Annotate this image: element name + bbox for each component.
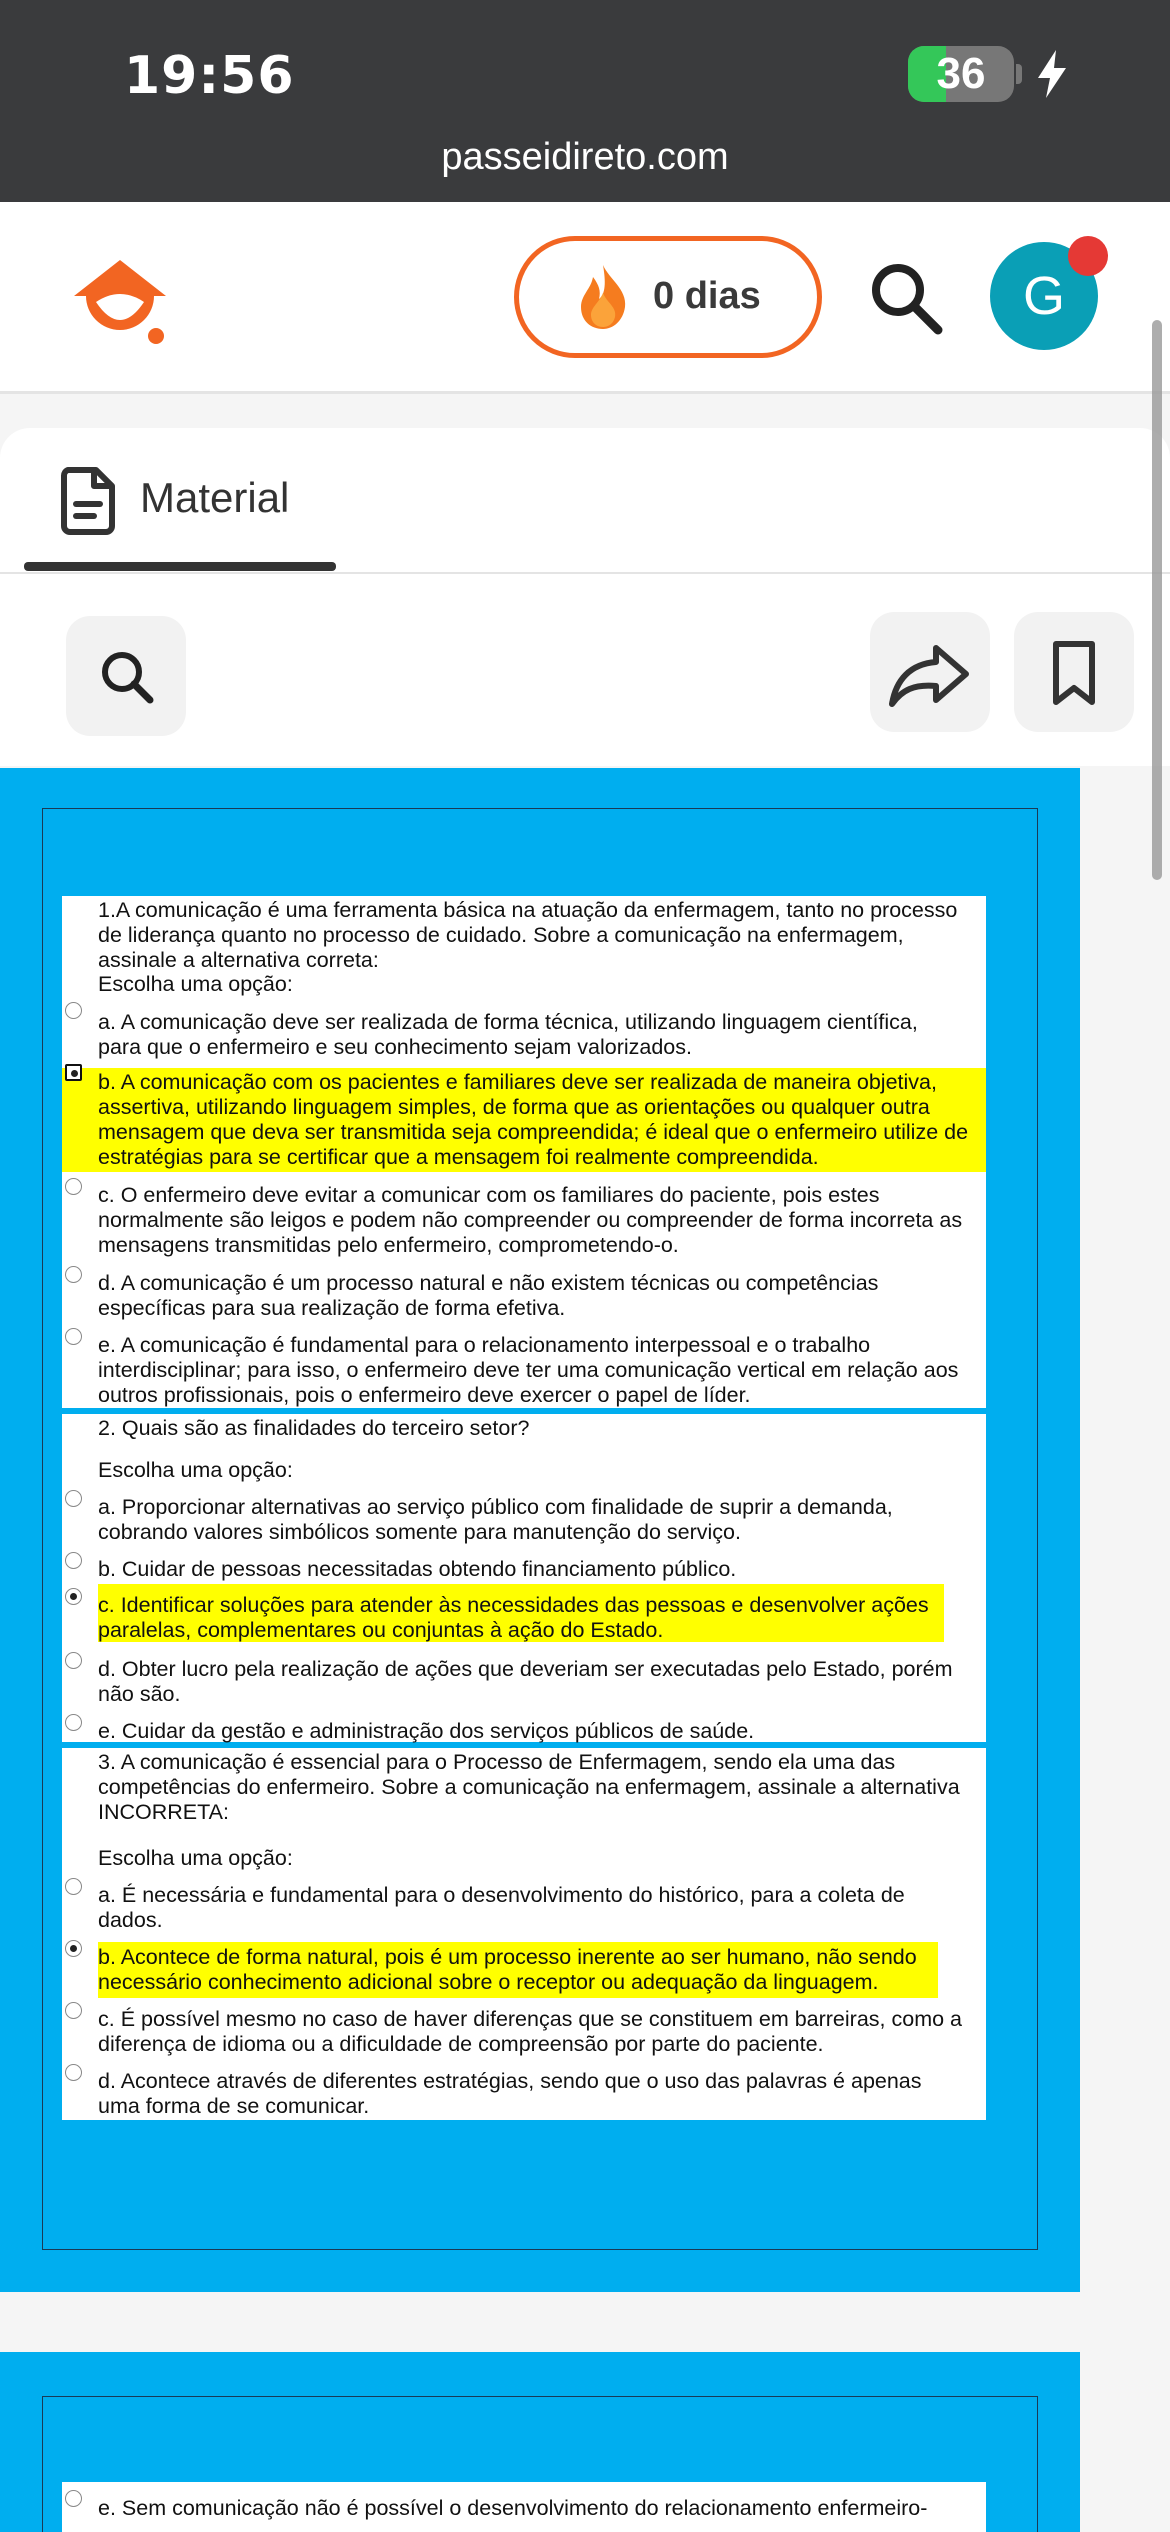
question-1-option-d: d. A comunicação é um processo natural e não existem técnicas ou competências específicas para sua realização de forma efetiva.: [98, 1271, 879, 1320]
status-time: 19:56: [124, 46, 295, 106]
battery-indicator: [908, 46, 1014, 102]
search-icon[interactable]: [866, 258, 946, 338]
question-3-prompt: 3. A comunicação é essencial para o Processo de Enfermagem, sendo ela uma das competências do enfermeiro. Sobre a comunicação na enfermagem, assinale a alternativa INCORRETA:: [98, 1750, 960, 1824]
question-3-option-a-radio[interactable]: [65, 1878, 82, 1895]
document-icon: [58, 466, 118, 536]
next-page-option-e: e. Sem comunicação não é possível o desenvolvimento do relacionamento enfermeiro-: [98, 2496, 928, 2520]
question-3-option-b: b. Acontece de forma natural, pois é um processo inerente ao ser humano, não sendo necessário conhecimento adicional sobre o receptor ou adequação da linguagem.: [98, 1945, 917, 1994]
question-3-option-a: a. É necessária e fundamental para o desenvolvimento do histórico, para a coleta de dados.: [98, 1883, 905, 1932]
next-page-option-e-radio[interactable]: [65, 2490, 82, 2507]
question-2-option-d: d. Obter lucro pela realização de ações que deveriam ser executadas pelo Estado, porém não são.: [98, 1657, 953, 1706]
question-2-option-c-radio[interactable]: [65, 1588, 82, 1605]
bookmark-button[interactable]: [1014, 612, 1134, 732]
question-2-option-c: c. Identificar soluções para atender às necessidades das pessoas e desenvolver ações paralelas, complementares ou conjuntas à ação do Estado.: [98, 1593, 929, 1642]
battery-level: 36: [936, 49, 986, 98]
question-2-option-a: a. Proporcionar alternativas ao serviço público com finalidade de suprir a demanda, cobrando valores simbólicos somente para manutenção do serviço.: [98, 1495, 893, 1544]
streak-button[interactable]: [514, 236, 822, 358]
question-2-option-e: e. Cuidar da gestão e administração dos serviços públicos de saúde.: [98, 1719, 755, 1743]
charging-bolt-icon: [1034, 48, 1070, 100]
question-1-option-d-radio[interactable]: [65, 1266, 82, 1283]
battery-tip: [1016, 64, 1022, 84]
question-3-option-b-radio[interactable]: [65, 1940, 82, 1957]
bookmark-icon: [1014, 612, 1134, 732]
scrollbar[interactable]: [1152, 320, 1162, 880]
share-button[interactable]: [870, 612, 990, 732]
active-tab-indicator: [24, 562, 336, 571]
question-3-option-d-radio[interactable]: [65, 2064, 82, 2081]
question-2-prompt: 2. Quais são as finalidades do terceiro setor?: [98, 1416, 530, 1440]
question-1-option-c-radio[interactable]: [65, 1178, 82, 1195]
question-1-option-a: a. A comunicação deve ser realizada de forma técnica, utilizando linguagem científica, para que o enfermeiro e seu conhecimento sejam valorizados.: [98, 1010, 918, 1059]
question-2-option-a-radio[interactable]: [65, 1490, 82, 1507]
question-3-instruction: Escolha uma opção:: [98, 1846, 293, 1870]
tab-material[interactable]: Material: [140, 474, 290, 521]
question-1-option-c: c. O enfermeiro deve evitar a comunicar com os familiares do paciente, pois estes normalmente são leigos e podem não compreender ou compreender de forma incorreta as mensagens transmitidas pelo enfermeiro, comprometendo-o.: [98, 1183, 963, 1257]
page-gap: [0, 2292, 1170, 2352]
notification-dot: [1068, 236, 1108, 276]
question-3-option-c-radio[interactable]: [65, 2002, 82, 2019]
streak-label: 0 dias: [653, 275, 761, 317]
question-2-option-b-radio[interactable]: [65, 1552, 82, 1569]
question-3-option-c: c. É possível mesmo no caso de haver diferenças que se constituem em barreiras, como a diferença de idioma ou a dificuldade de compreensão por parte do paciente.: [98, 2007, 962, 2056]
question-3-option-d: d. Acontece através de diferentes estratégias, sendo que o uso das palavras é apenas uma forma de se comunicar.: [98, 2069, 922, 2118]
question-2-instruction: Escolha uma opção:: [98, 1458, 293, 1482]
question-1-option-b-radio[interactable]: [65, 1064, 82, 1081]
share-icon: [870, 612, 990, 732]
question-2-option-d-radio[interactable]: [65, 1652, 82, 1669]
question-2-option-b: b. Cuidar de pessoas necessitadas obtendo financiamento público.: [98, 1557, 737, 1581]
address-bar-url[interactable]: passeidireto.com: [441, 136, 729, 178]
question-2-option-e-radio[interactable]: [65, 1714, 82, 1731]
question-1-prompt: 1.A comunicação é uma ferramenta básica na atuação da enfermagem, tanto no processo de liderança quanto no processo de cuidado. Sobre a comunicação na enfermagem, assinale a alternativa correta:: [98, 898, 958, 972]
question-1-option-e-radio[interactable]: [65, 1328, 82, 1345]
question-1-option-b: b. A comunicação com os pacientes e familiares deve ser realizada de maneira objetiva, assertiva, utilizando linguagem simples, de forma que as orientações ou qualquer outra mensagem que deva ser transmitida seja compreendida; é ideal que o enfermeiro utilize de estratégias para se certificar que a mensagem foi realmente compreendida.: [98, 1070, 969, 1169]
question-1-instruction: Escolha uma opção:: [98, 972, 293, 996]
document-search-button[interactable]: [66, 616, 186, 736]
flame-icon: [575, 263, 631, 331]
question-1-option-e: e. A comunicação é fundamental para o relacionamento interpessoal e o trabalho interdisciplinar; para isso, o enfermeiro deve ter uma comunicação vertical em relação aos outros profissionais, pois o enfermeiro deve exercer o papel de líder.: [98, 1333, 959, 1407]
question-1-option-a-radio[interactable]: [65, 1002, 82, 1019]
passei-direto-logo-icon[interactable]: [70, 256, 170, 348]
user-avatar[interactable]: G: [990, 242, 1098, 350]
search-icon: [66, 616, 186, 736]
